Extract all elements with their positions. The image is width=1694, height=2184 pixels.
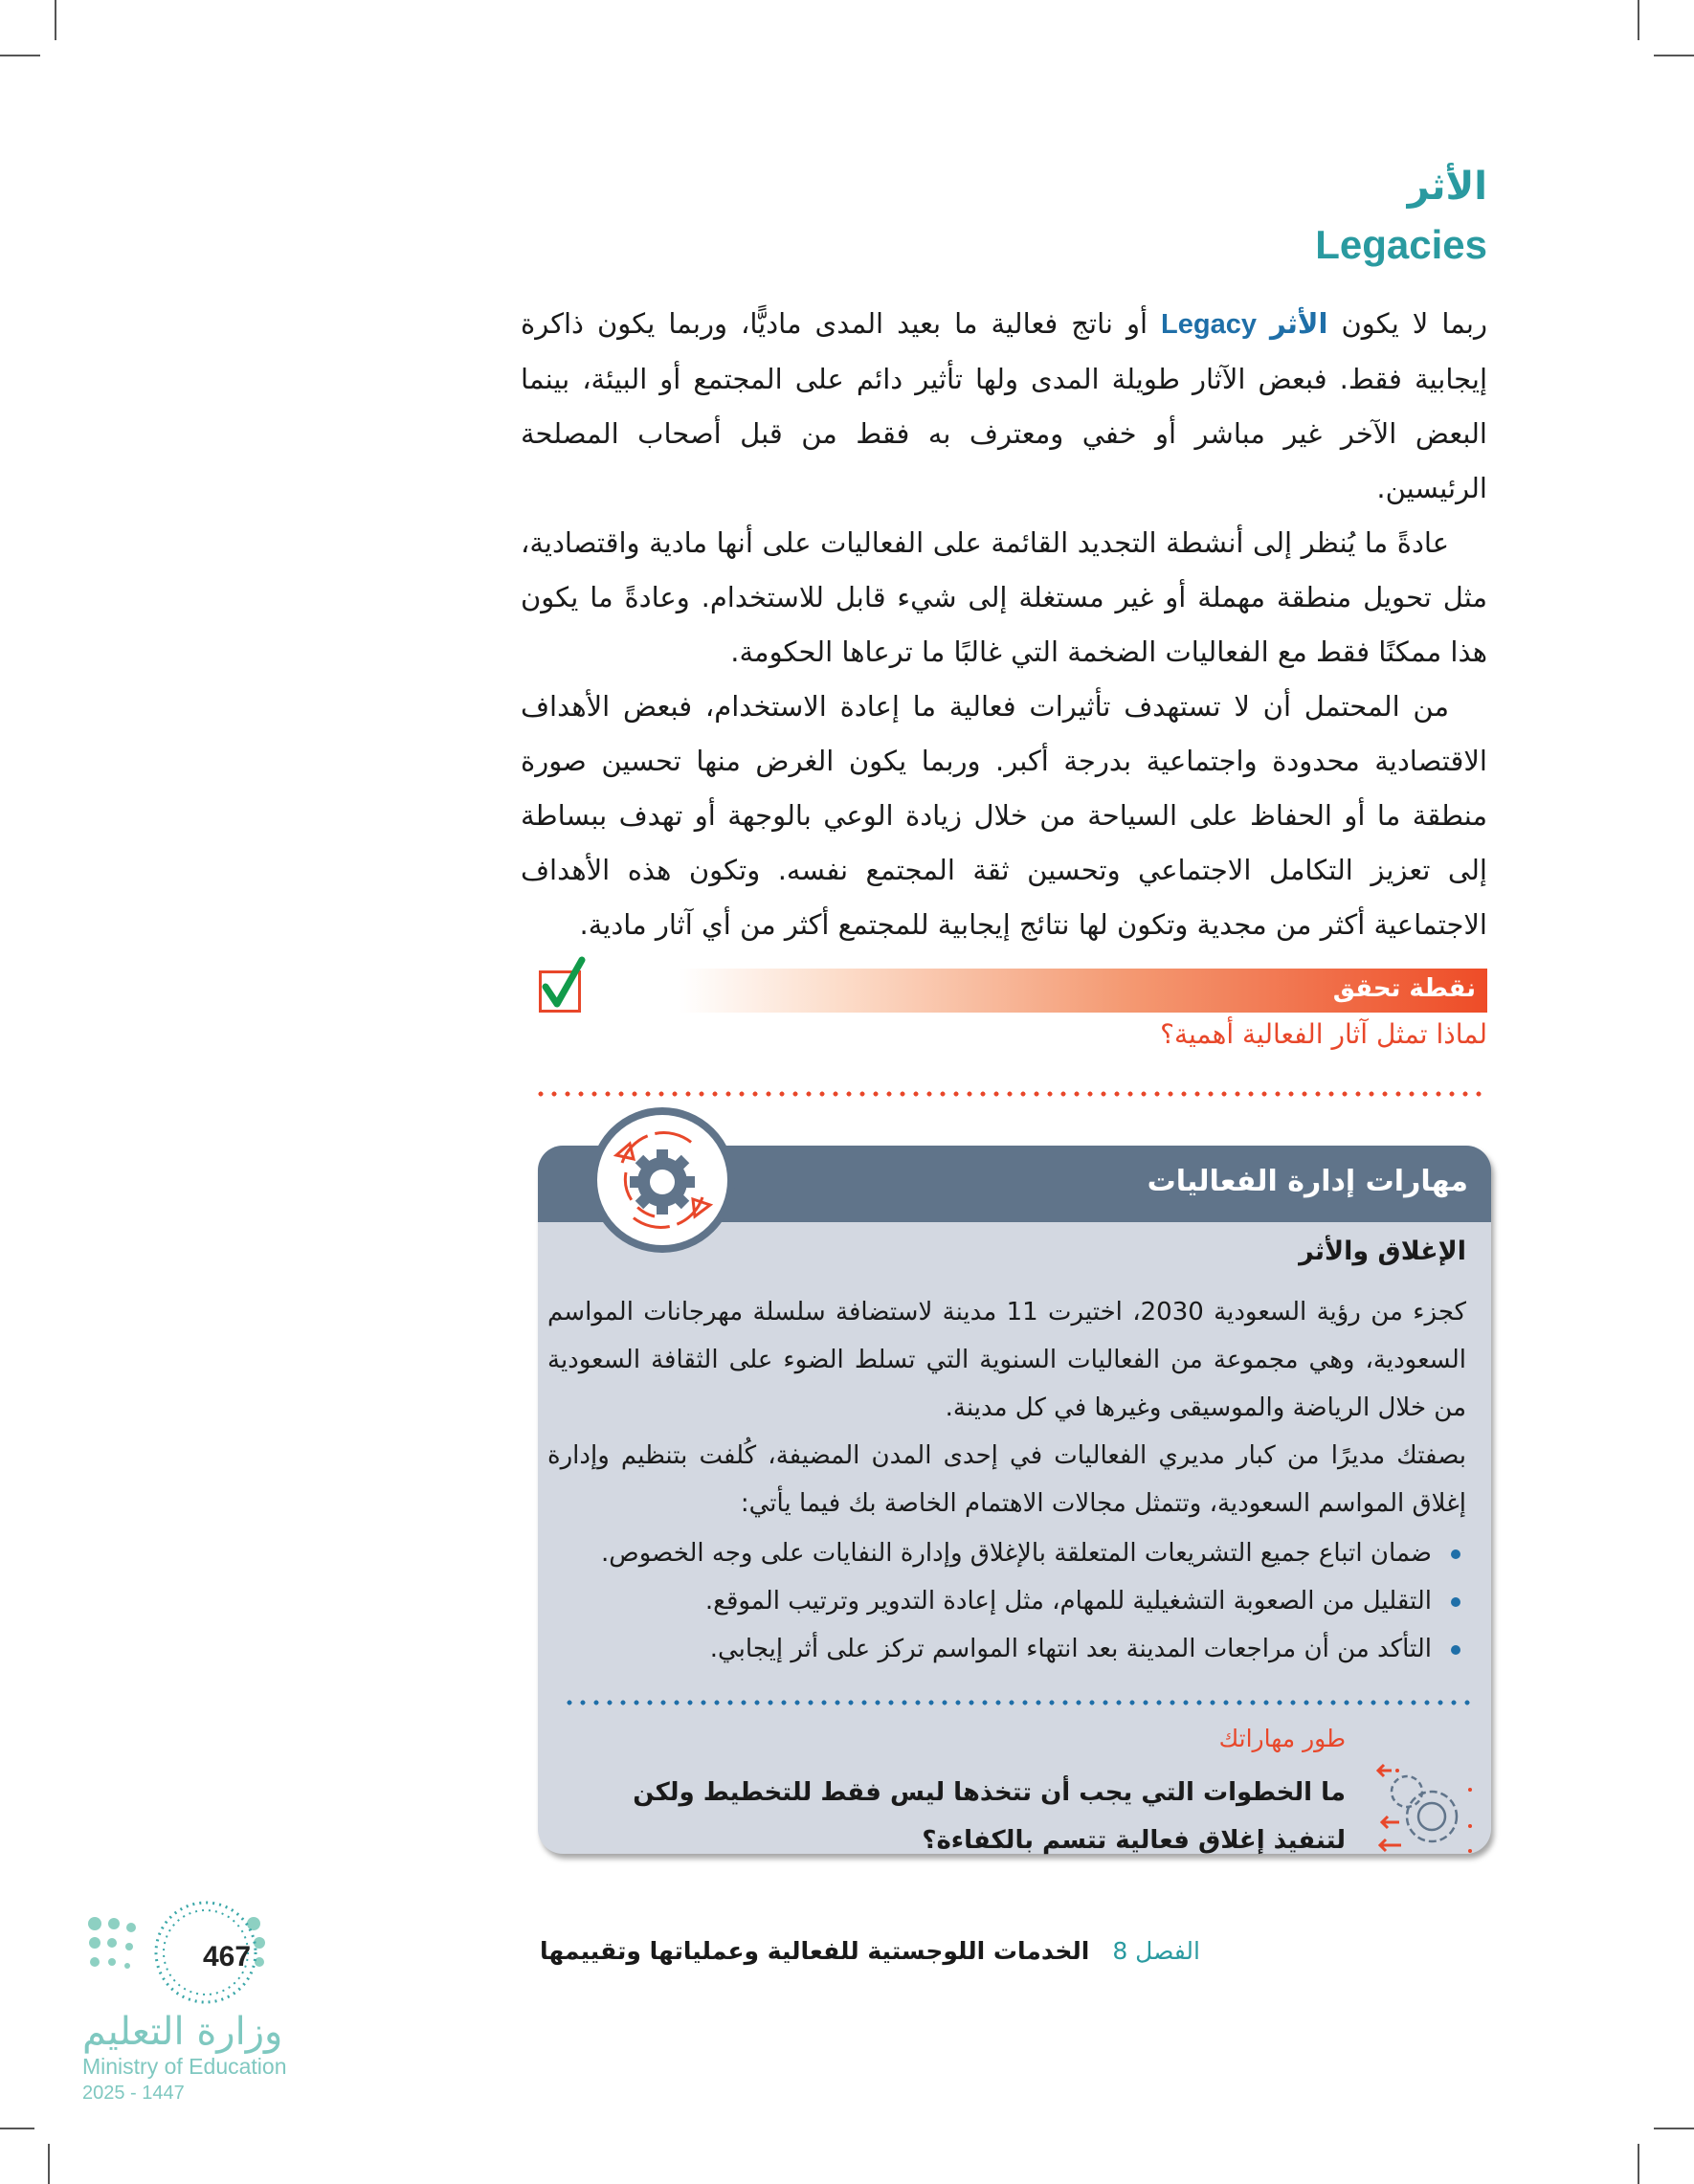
crop-mark [48, 2144, 50, 2184]
checkpoint-bar [680, 969, 1487, 1013]
crop-mark [1654, 2128, 1694, 2129]
checkmark-box-icon [539, 970, 581, 1013]
skills-text [547, 1288, 1466, 1527]
paragraph-2: عادةً ما يُنظر إلى أنشطة التجديد القائمة على الفعاليات على أنها مادية واقتصادية، مثل تحويل منطقة مهملة أو غير مستغلة إلى شيء قابل للاستخدام. وعادةً ما يكون هذا ممكنًا فقط مع الفعاليات الضخمة التي غالبًا ما ترعاها الحكومة. [521, 526, 1487, 668]
section-title-en: Legacies [1315, 222, 1487, 267]
crop-mark [55, 0, 56, 40]
keyword-ar: الأثر [1269, 307, 1328, 340]
ministry-name-en: Ministry of Education [82, 2054, 287, 2079]
paragraph-1 [521, 297, 1487, 516]
ministry-name-ar: وزارة التعليم [82, 2010, 283, 2054]
skills-box-title: مهارات إدارة الفعاليات [1147, 1165, 1468, 1198]
crop-mark [1654, 55, 1694, 56]
checkpoint-label: نقطة تحقق [1332, 974, 1476, 1003]
skills-bullet-list [547, 1529, 1466, 1673]
checkpoint-question: لماذا تمثل آثار الفعالية أهمية؟ [1160, 1018, 1487, 1050]
ministry-year: 2025 - 1447 [82, 2083, 185, 2104]
paragraph-1-end: أو ناتج فعالية ما بعيد المدى ماديًّا، وربما يكون ذاكرة إيجابية فقط. فبعض الآثار طويلة المدى ولها تأثير دائم على المجتمع أو البيئة، بينما البعض الآخر غير مباشر أو خفي ومعترف به فقط من قبل أصحاب المصلحة الرئيسين. [521, 307, 1487, 504]
skills-paragraph-1: كجزء من رؤية السعودية 2030، اختيرت 11 مدينة لاستضافة سلسلة مهرجانات المواسم السعودية، وهي مجموعة من الفعاليات السنوية التي تسلط الضوء على الثقافة السعودية من خلال الرياضة والموسيقى وغيرها في كل مدينة. [547, 1298, 1467, 1422]
keyword-en: Legacy [1161, 309, 1257, 340]
crop-mark [0, 2128, 34, 2129]
bullet-item: التأكد من أن مراجعات المدينة بعد انتهاء المواسم تركز على أثر إيجابي. [547, 1625, 1466, 1673]
chapter-footer [540, 1937, 1200, 1965]
paragraph-3: من المحتمل أن لا تستهدف تأثيرات فعالية ما إعادة الاستخدام، فبعض الأهداف الاقتصادية محدودة واجتماعية بدرجة أكبر. وربما يكون الغرض منها تحسين صورة منطقة ما أو الحفاظ على السياحة من خلال زيادة الوعي بالوجهة أو تهدف ببساطة إلى تعزيز التكامل الاجتماعي وتحسين ثقة المجتمع نفسه. وتكون هذه الأهداف الاجتماعية أكثر من مجدية وتكون لها نتائج إيجابية للمجتمع أكثر من أي آثار مادية. [521, 690, 1487, 941]
dotted-divider [534, 1091, 1487, 1097]
bullet-item: ضمان اتباع جميع التشريعات المتعلقة بالإغلاق وإدارة النفايات على وجه الخصوص. [547, 1529, 1466, 1577]
chapter-label: الفصل 8 [1112, 1937, 1200, 1965]
gears-arrows-icon [1374, 1759, 1476, 1864]
gear-cycle-icon [588, 1105, 737, 1255]
dotted-divider [563, 1700, 1478, 1705]
section-title-ar: الأثر [1407, 165, 1487, 209]
page-number: 467 [203, 1941, 252, 1972]
bullet-item: التقليل من الصعوبة التشغيلية للمهام، مثل إعادة التدوير وترتيب الموقع. [547, 1577, 1466, 1625]
crop-mark [1638, 2144, 1639, 2184]
chapter-title: الخدمات اللوجستية للفعالية وعملياتها وتقييمها [539, 1937, 1090, 1965]
skills-paragraph-2: بصفتك مديرًا من كبار مديري الفعاليات في إحدى المدن المضيفة، كُلفت بتنظيم وإدارة إغلاق المواسم السعودية، وتتمثل مجالات الاهتمام الخاصة بك فيما يأتي: [547, 1441, 1466, 1518]
skills-subtitle: الإغلاق والأثر [1299, 1237, 1466, 1266]
crop-mark [0, 55, 40, 56]
body-text [521, 297, 1487, 952]
crop-mark [1638, 0, 1639, 40]
develop-skills-question: ما الخطوات التي يجب أن تتخذها ليس فقط للتخطيط ولكن لتنفيذ إغلاق فعالية تتسم بالكفاءة؟ [633, 1778, 1346, 1855]
develop-skills-title: طور مهاراتك [1218, 1725, 1346, 1752]
paragraph-1-start: ربما لا يكون [1327, 307, 1487, 340]
